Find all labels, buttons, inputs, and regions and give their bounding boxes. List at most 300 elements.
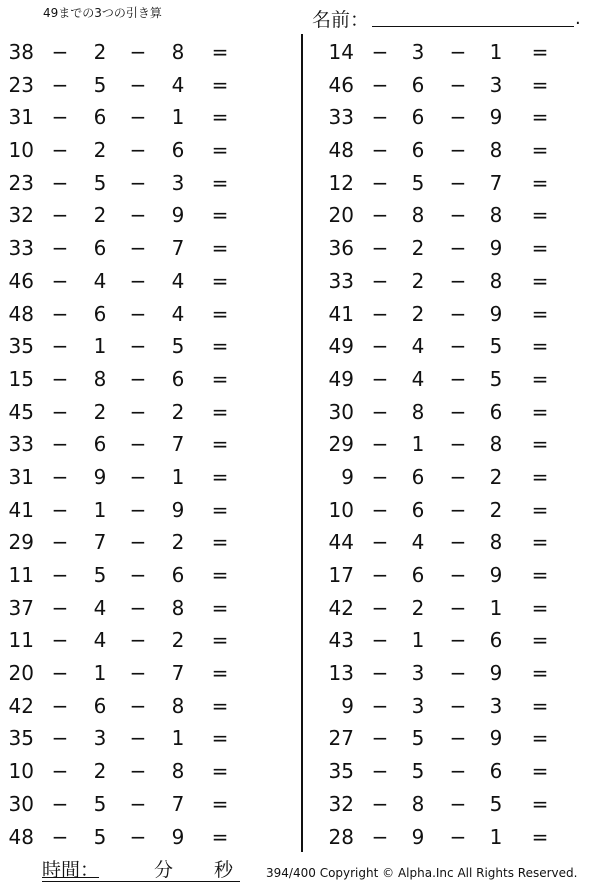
equals-sign: = xyxy=(531,628,549,653)
subtrahend-1: 7 xyxy=(93,530,107,555)
time-label: 時間： xyxy=(42,859,100,881)
minus-sign: − xyxy=(449,497,467,522)
minuend: 37 xyxy=(8,595,34,620)
minus-sign: − xyxy=(129,759,147,784)
equals-sign: = xyxy=(211,40,229,64)
minuend: 31 xyxy=(8,464,34,489)
equals-sign: = xyxy=(531,693,549,718)
minuend: 10 xyxy=(8,759,34,784)
equals-sign: = xyxy=(211,432,229,457)
minus-sign: − xyxy=(129,170,147,195)
subtrahend-2: 9 xyxy=(171,203,185,228)
minuend: 46 xyxy=(8,268,34,293)
minuend: 36 xyxy=(328,236,354,261)
minuend: 20 xyxy=(328,203,354,228)
subtrahend-2: 2 xyxy=(489,497,503,522)
minus-sign: − xyxy=(371,824,389,849)
equals-sign: = xyxy=(531,334,549,359)
equals-sign: = xyxy=(531,301,549,326)
subtrahend-2: 9 xyxy=(489,563,503,587)
subtrahend-1: 5 xyxy=(411,759,425,784)
minus-sign: − xyxy=(371,726,389,751)
seconds-label: 秒 xyxy=(214,859,234,881)
minuend: 48 xyxy=(8,301,34,326)
minuend: 43 xyxy=(328,628,354,653)
minuend: 27 xyxy=(328,726,354,751)
minus-sign: − xyxy=(371,72,389,97)
equals-sign: = xyxy=(211,824,229,849)
minus-sign: − xyxy=(51,334,69,359)
minuend: 35 xyxy=(8,334,34,359)
subtrahend-1: 4 xyxy=(93,268,107,293)
minus-sign: − xyxy=(449,236,467,261)
minus-sign: − xyxy=(129,464,147,489)
minuend: 11 xyxy=(8,563,34,587)
minus-sign: − xyxy=(449,366,467,391)
minus-sign: − xyxy=(51,432,69,457)
subtrahend-2: 7 xyxy=(171,432,185,457)
minus-sign: − xyxy=(129,366,147,391)
minus-sign: − xyxy=(371,236,389,261)
subtrahend-2: 8 xyxy=(171,759,185,784)
subtrahend-2: 9 xyxy=(171,497,185,522)
subtrahend-1: 2 xyxy=(411,301,425,326)
minus-sign: − xyxy=(371,497,389,522)
equals-sign: = xyxy=(531,464,549,489)
minus-sign: − xyxy=(51,138,69,163)
minus-sign: − xyxy=(449,759,467,784)
equals-sign: = xyxy=(531,563,549,587)
minus-sign: − xyxy=(51,72,69,97)
minus-sign: − xyxy=(449,530,467,555)
subtrahend-2: 1 xyxy=(171,464,185,489)
subtrahend-1: 6 xyxy=(411,72,425,97)
subtrahend-1: 2 xyxy=(93,399,107,424)
minus-sign: − xyxy=(371,530,389,555)
subtrahend-1: 3 xyxy=(411,40,425,64)
minus-sign: − xyxy=(449,464,467,489)
minuend: 30 xyxy=(328,399,354,424)
equals-sign: = xyxy=(531,497,549,522)
subtrahend-2: 7 xyxy=(171,661,185,686)
minus-sign: − xyxy=(449,563,467,587)
subtrahend-2: 9 xyxy=(489,301,503,326)
subtrahend-1: 9 xyxy=(93,464,107,489)
subtrahend-2: 2 xyxy=(489,464,503,489)
equals-sign: = xyxy=(211,497,229,522)
minuend: 49 xyxy=(328,366,354,391)
minuend: 33 xyxy=(8,236,34,261)
subtrahend-2: 1 xyxy=(489,595,503,620)
minus-sign: − xyxy=(371,301,389,326)
minus-sign: − xyxy=(51,759,69,784)
equals-sign: = xyxy=(531,530,549,555)
minus-sign: − xyxy=(129,726,147,751)
minuend: 31 xyxy=(8,105,34,130)
subtrahend-1: 6 xyxy=(411,138,425,163)
minus-sign: − xyxy=(51,399,69,424)
minuend: 10 xyxy=(8,138,34,163)
subtrahend-2: 8 xyxy=(489,203,503,228)
subtrahend-1: 3 xyxy=(411,661,425,686)
subtrahend-2: 8 xyxy=(489,432,503,457)
equals-sign: = xyxy=(531,366,549,391)
worksheet-title: 49までの3つの引き算 xyxy=(43,6,162,20)
minuend: 30 xyxy=(8,791,34,816)
minus-sign: − xyxy=(129,138,147,163)
subtrahend-2: 1 xyxy=(489,40,503,64)
subtrahend-1: 2 xyxy=(411,268,425,293)
minus-sign: − xyxy=(449,170,467,195)
equals-sign: = xyxy=(531,595,549,620)
equals-sign: = xyxy=(531,791,549,816)
subtrahend-2: 3 xyxy=(171,170,185,195)
equals-sign: = xyxy=(211,105,229,130)
minus-sign: − xyxy=(371,334,389,359)
minus-sign: − xyxy=(129,432,147,457)
equals-sign: = xyxy=(211,72,229,97)
minus-sign: − xyxy=(371,138,389,163)
minus-sign: − xyxy=(449,595,467,620)
minuend: 13 xyxy=(328,661,354,686)
minus-sign: − xyxy=(449,203,467,228)
minus-sign: − xyxy=(371,203,389,228)
equals-sign: = xyxy=(211,366,229,391)
minuend: 38 xyxy=(8,40,34,64)
minus-sign: − xyxy=(51,236,69,261)
minuend: 33 xyxy=(328,268,354,293)
minus-sign: − xyxy=(129,301,147,326)
subtrahend-1: 6 xyxy=(411,105,425,130)
minus-sign: − xyxy=(371,105,389,130)
subtrahend-2: 6 xyxy=(489,759,503,784)
subtrahend-1: 5 xyxy=(93,563,107,587)
equals-sign: = xyxy=(531,40,549,64)
minus-sign: − xyxy=(51,726,69,751)
subtrahend-1: 8 xyxy=(411,399,425,424)
equals-sign: = xyxy=(211,661,229,686)
minus-sign: − xyxy=(449,628,467,653)
subtrahend-1: 3 xyxy=(411,693,425,718)
name-label: 名前： xyxy=(312,9,370,31)
minus-sign: − xyxy=(51,595,69,620)
subtrahend-1: 6 xyxy=(93,693,107,718)
minuend: 9 xyxy=(341,464,354,489)
minutes-label: 分 xyxy=(154,859,174,881)
minuend: 29 xyxy=(8,530,34,555)
subtrahend-2: 1 xyxy=(171,105,185,130)
minus-sign: − xyxy=(51,628,69,653)
subtrahend-1: 4 xyxy=(93,595,107,620)
equals-sign: = xyxy=(531,726,549,751)
subtrahend-1: 4 xyxy=(411,334,425,359)
subtrahend-2: 4 xyxy=(171,268,185,293)
subtrahend-2: 8 xyxy=(171,693,185,718)
equals-sign: = xyxy=(531,268,549,293)
equals-sign: = xyxy=(211,563,229,587)
subtrahend-1: 6 xyxy=(93,236,107,261)
minuend: 12 xyxy=(328,170,354,195)
minuend: 9 xyxy=(341,693,354,718)
minus-sign: − xyxy=(51,268,69,293)
minus-sign: − xyxy=(129,497,147,522)
minus-sign: − xyxy=(51,40,69,64)
minuend: 48 xyxy=(8,824,34,849)
subtrahend-1: 4 xyxy=(93,628,107,653)
minus-sign: − xyxy=(371,399,389,424)
minus-sign: − xyxy=(449,791,467,816)
minuend: 29 xyxy=(328,432,354,457)
subtrahend-2: 8 xyxy=(171,595,185,620)
minuend: 33 xyxy=(8,432,34,457)
minus-sign: − xyxy=(371,595,389,620)
minus-sign: − xyxy=(129,530,147,555)
subtrahend-1: 1 xyxy=(93,334,107,359)
equals-sign: = xyxy=(211,726,229,751)
subtrahend-2: 9 xyxy=(171,824,185,849)
subtrahend-1: 2 xyxy=(93,138,107,163)
subtrahend-2: 5 xyxy=(489,334,503,359)
name-dot: . xyxy=(575,8,581,29)
minus-sign: − xyxy=(129,399,147,424)
subtrahend-1: 6 xyxy=(93,105,107,130)
minus-sign: − xyxy=(371,170,389,195)
minus-sign: − xyxy=(129,791,147,816)
subtrahend-2: 4 xyxy=(171,301,185,326)
equals-sign: = xyxy=(211,628,229,653)
subtrahend-2: 8 xyxy=(171,40,185,64)
equals-sign: = xyxy=(531,399,549,424)
subtrahend-2: 7 xyxy=(489,170,503,195)
equals-sign: = xyxy=(211,399,229,424)
subtrahend-1: 9 xyxy=(411,824,425,849)
minuend: 42 xyxy=(8,693,34,718)
minus-sign: − xyxy=(371,693,389,718)
subtrahend-1: 2 xyxy=(93,40,107,64)
minus-sign: − xyxy=(129,628,147,653)
minus-sign: − xyxy=(129,824,147,849)
minuend: 10 xyxy=(328,497,354,522)
subtrahend-2: 5 xyxy=(489,791,503,816)
minus-sign: − xyxy=(129,693,147,718)
equals-sign: = xyxy=(531,105,549,130)
subtrahend-1: 5 xyxy=(93,72,107,97)
subtrahend-1: 1 xyxy=(93,497,107,522)
minuend: 23 xyxy=(8,170,34,195)
minuend: 32 xyxy=(328,791,354,816)
equals-sign: = xyxy=(531,170,549,195)
minus-sign: − xyxy=(449,432,467,457)
minus-sign: − xyxy=(51,497,69,522)
subtrahend-2: 4 xyxy=(171,72,185,97)
subtrahend-1: 8 xyxy=(411,203,425,228)
subtrahend-1: 1 xyxy=(411,432,425,457)
subtrahend-2: 7 xyxy=(171,236,185,261)
minus-sign: − xyxy=(51,824,69,849)
subtrahend-2: 3 xyxy=(489,72,503,97)
subtrahend-1: 4 xyxy=(411,530,425,555)
minuend: 23 xyxy=(8,72,34,97)
page-number: 394/400 xyxy=(266,866,316,880)
subtrahend-2: 5 xyxy=(171,334,185,359)
equals-sign: = xyxy=(531,203,549,228)
equals-sign: = xyxy=(531,661,549,686)
minus-sign: − xyxy=(449,693,467,718)
subtrahend-1: 6 xyxy=(411,497,425,522)
equals-sign: = xyxy=(211,138,229,163)
minus-sign: − xyxy=(449,824,467,849)
minus-sign: − xyxy=(129,203,147,228)
minuend: 15 xyxy=(8,366,34,391)
equals-sign: = xyxy=(211,464,229,489)
minus-sign: − xyxy=(51,661,69,686)
minus-sign: − xyxy=(129,595,147,620)
minuend: 14 xyxy=(328,40,354,64)
minuend: 20 xyxy=(8,661,34,686)
minus-sign: − xyxy=(449,399,467,424)
minuend: 45 xyxy=(8,399,34,424)
minus-sign: − xyxy=(51,170,69,195)
equals-sign: = xyxy=(531,824,549,849)
minus-sign: − xyxy=(371,432,389,457)
minuend: 41 xyxy=(328,301,354,326)
subtrahend-2: 1 xyxy=(171,726,185,751)
subtrahend-2: 9 xyxy=(489,661,503,686)
minuend: 35 xyxy=(328,759,354,784)
minuend: 32 xyxy=(8,203,34,228)
subtrahend-1: 5 xyxy=(93,791,107,816)
subtrahend-2: 1 xyxy=(489,824,503,849)
minus-sign: − xyxy=(129,563,147,587)
subtrahend-2: 9 xyxy=(489,105,503,130)
subtrahend-1: 8 xyxy=(93,366,107,391)
minus-sign: − xyxy=(449,72,467,97)
subtrahend-2: 6 xyxy=(171,366,185,391)
subtrahend-1: 2 xyxy=(93,203,107,228)
minuend: 41 xyxy=(8,497,34,522)
equals-sign: = xyxy=(211,595,229,620)
minus-sign: − xyxy=(371,661,389,686)
minus-sign: − xyxy=(51,791,69,816)
subtrahend-1: 5 xyxy=(411,170,425,195)
minus-sign: − xyxy=(371,628,389,653)
subtrahend-1: 1 xyxy=(411,628,425,653)
minus-sign: − xyxy=(449,105,467,130)
minus-sign: − xyxy=(51,464,69,489)
equals-sign: = xyxy=(211,268,229,293)
subtrahend-1: 5 xyxy=(411,726,425,751)
equals-sign: = xyxy=(211,791,229,816)
minuend: 35 xyxy=(8,726,34,751)
subtrahend-1: 3 xyxy=(93,726,107,751)
equals-sign: = xyxy=(531,759,549,784)
minus-sign: − xyxy=(449,726,467,751)
minus-sign: − xyxy=(449,661,467,686)
minus-sign: − xyxy=(129,661,147,686)
subtrahend-1: 5 xyxy=(93,824,107,849)
subtrahend-2: 2 xyxy=(171,530,185,555)
minuend: 42 xyxy=(328,595,354,620)
subtrahend-2: 5 xyxy=(489,366,503,391)
minus-sign: − xyxy=(129,40,147,64)
subtrahend-2: 9 xyxy=(489,726,503,751)
subtrahend-2: 6 xyxy=(171,138,185,163)
minus-sign: − xyxy=(371,759,389,784)
minus-sign: − xyxy=(51,105,69,130)
subtrahend-1: 6 xyxy=(411,563,425,587)
minuend: 33 xyxy=(328,105,354,130)
equals-sign: = xyxy=(211,203,229,228)
equals-sign: = xyxy=(531,236,549,261)
minuend: 28 xyxy=(328,824,354,849)
subtrahend-1: 2 xyxy=(93,759,107,784)
subtrahend-1: 1 xyxy=(93,661,107,686)
subtrahend-1: 6 xyxy=(411,464,425,489)
minus-sign: − xyxy=(51,366,69,391)
minuend: 46 xyxy=(328,72,354,97)
subtrahend-2: 8 xyxy=(489,530,503,555)
minuend: 17 xyxy=(328,563,354,587)
minus-sign: − xyxy=(129,105,147,130)
equals-sign: = xyxy=(211,530,229,555)
time-record xyxy=(42,855,240,882)
subtrahend-2: 8 xyxy=(489,268,503,293)
minus-sign: − xyxy=(449,40,467,64)
equals-sign: = xyxy=(531,138,549,163)
minus-sign: − xyxy=(371,40,389,64)
minus-sign: − xyxy=(129,72,147,97)
equals-sign: = xyxy=(211,170,229,195)
minus-sign: − xyxy=(51,530,69,555)
equals-sign: = xyxy=(211,236,229,261)
footer-copyright xyxy=(266,866,577,880)
subtrahend-2: 7 xyxy=(171,791,185,816)
equals-sign: = xyxy=(211,301,229,326)
subtrahend-1: 6 xyxy=(93,432,107,457)
minus-sign: − xyxy=(51,693,69,718)
equals-sign: = xyxy=(211,759,229,784)
subtrahend-1: 6 xyxy=(93,301,107,326)
equals-sign: = xyxy=(531,432,549,457)
equals-sign: = xyxy=(211,693,229,718)
minuend: 48 xyxy=(328,138,354,163)
minuend: 49 xyxy=(328,334,354,359)
minus-sign: − xyxy=(371,268,389,293)
minus-sign: − xyxy=(129,236,147,261)
minus-sign: − xyxy=(449,268,467,293)
subtrahend-1: 2 xyxy=(411,236,425,261)
minus-sign: − xyxy=(449,334,467,359)
column-divider xyxy=(301,34,303,852)
equals-sign: = xyxy=(531,72,549,97)
subtrahend-2: 2 xyxy=(171,399,185,424)
subtrahend-2: 2 xyxy=(171,628,185,653)
subtrahend-1: 4 xyxy=(411,366,425,391)
minus-sign: − xyxy=(371,563,389,587)
minus-sign: − xyxy=(129,334,147,359)
subtrahend-2: 6 xyxy=(489,399,503,424)
subtrahend-1: 2 xyxy=(411,595,425,620)
subtrahend-1: 5 xyxy=(93,170,107,195)
minus-sign: − xyxy=(449,138,467,163)
minus-sign: − xyxy=(371,366,389,391)
minus-sign: − xyxy=(51,563,69,587)
name-field[interactable] xyxy=(372,26,574,27)
subtrahend-2: 3 xyxy=(489,693,503,718)
copyright-text: Copyright © Alpha.Inc All Rights Reserved. xyxy=(319,866,578,880)
subtrahend-1: 8 xyxy=(411,791,425,816)
minus-sign: − xyxy=(51,301,69,326)
